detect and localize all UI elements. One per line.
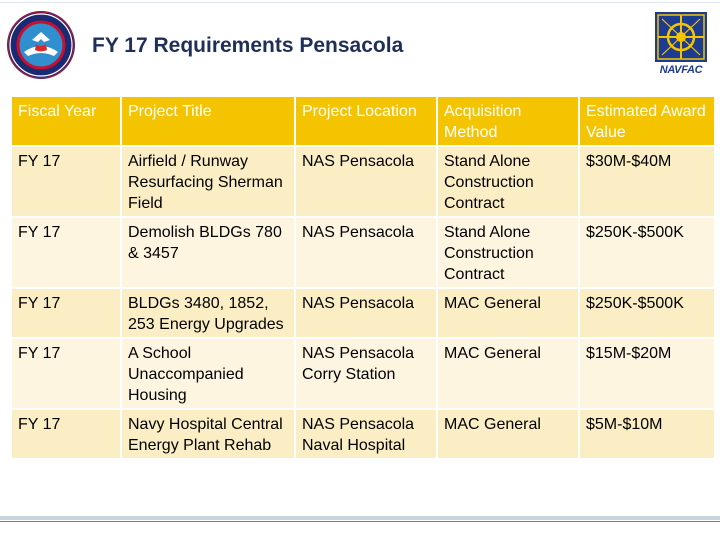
table-row bbox=[12, 218, 714, 287]
cell-fiscal-year: FY 17 bbox=[12, 339, 120, 408]
footer-divider bbox=[0, 521, 720, 522]
cell-project-location: NAS Pensacola bbox=[296, 289, 436, 337]
cell-fiscal-year: FY 17 bbox=[12, 410, 120, 458]
nas-pensacola-seal-icon bbox=[6, 10, 76, 80]
cell-project-location: NAS Pensacola Corry Station bbox=[296, 339, 436, 408]
requirements-table bbox=[10, 95, 716, 460]
table-row bbox=[12, 339, 714, 408]
cell-project-location: NAS Pensacola bbox=[296, 218, 436, 287]
cell-fiscal-year: FY 17 bbox=[12, 218, 120, 287]
cell-fiscal-year: FY 17 bbox=[12, 289, 120, 337]
cell-acquisition-method: Stand Alone Construction Contract bbox=[438, 147, 578, 216]
footer-bar bbox=[0, 516, 720, 520]
cell-project-title: Airfield / Runway Resurfacing Sherman Field bbox=[122, 147, 294, 216]
column-header-estimated-award-value: Estimated Award Value bbox=[580, 97, 714, 145]
cell-project-title: Navy Hospital Central Energy Plant Rehab bbox=[122, 410, 294, 458]
cell-estimated-award-value: $250K-$500K bbox=[580, 289, 714, 337]
cell-fiscal-year: FY 17 bbox=[12, 147, 120, 216]
slide-header bbox=[0, 0, 720, 82]
table-row bbox=[12, 147, 714, 216]
navfac-logo bbox=[652, 10, 710, 78]
table-row bbox=[12, 289, 714, 337]
navfac-logo-text: NAVFAC bbox=[659, 64, 703, 76]
cell-estimated-award-value: $30M-$40M bbox=[580, 147, 714, 216]
cell-acquisition-method: MAC General bbox=[438, 339, 578, 408]
column-header-fiscal-year: Fiscal Year bbox=[12, 97, 120, 145]
cell-project-location: NAS Pensacola bbox=[296, 147, 436, 216]
cell-estimated-award-value: $5M-$10M bbox=[580, 410, 714, 458]
cell-project-location: NAS Pensacola Naval Hospital bbox=[296, 410, 436, 458]
cell-acquisition-method: MAC General bbox=[438, 410, 578, 458]
page-title: FY 17 Requirements Pensacola bbox=[92, 34, 404, 57]
table-row bbox=[12, 410, 714, 458]
column-header-project-title: Project Title bbox=[122, 97, 294, 145]
cell-acquisition-method: Stand Alone Construction Contract bbox=[438, 218, 578, 287]
cell-project-title: BLDGs 3480, 1852, 253 Energy Upgrades bbox=[122, 289, 294, 337]
navfac-logo-icon bbox=[652, 10, 710, 64]
table-header-row bbox=[12, 97, 714, 145]
cell-project-title: A School Unaccompanied Housing bbox=[122, 339, 294, 408]
column-header-acquisition-method: Acquisition Method bbox=[438, 97, 578, 145]
cell-estimated-award-value: $15M-$20M bbox=[580, 339, 714, 408]
cell-project-title: Demolish BLDGs 780 & 3457 bbox=[122, 218, 294, 287]
cell-estimated-award-value: $250K-$500K bbox=[580, 218, 714, 287]
column-header-project-location: Project Location bbox=[296, 97, 436, 145]
cell-acquisition-method: MAC General bbox=[438, 289, 578, 337]
